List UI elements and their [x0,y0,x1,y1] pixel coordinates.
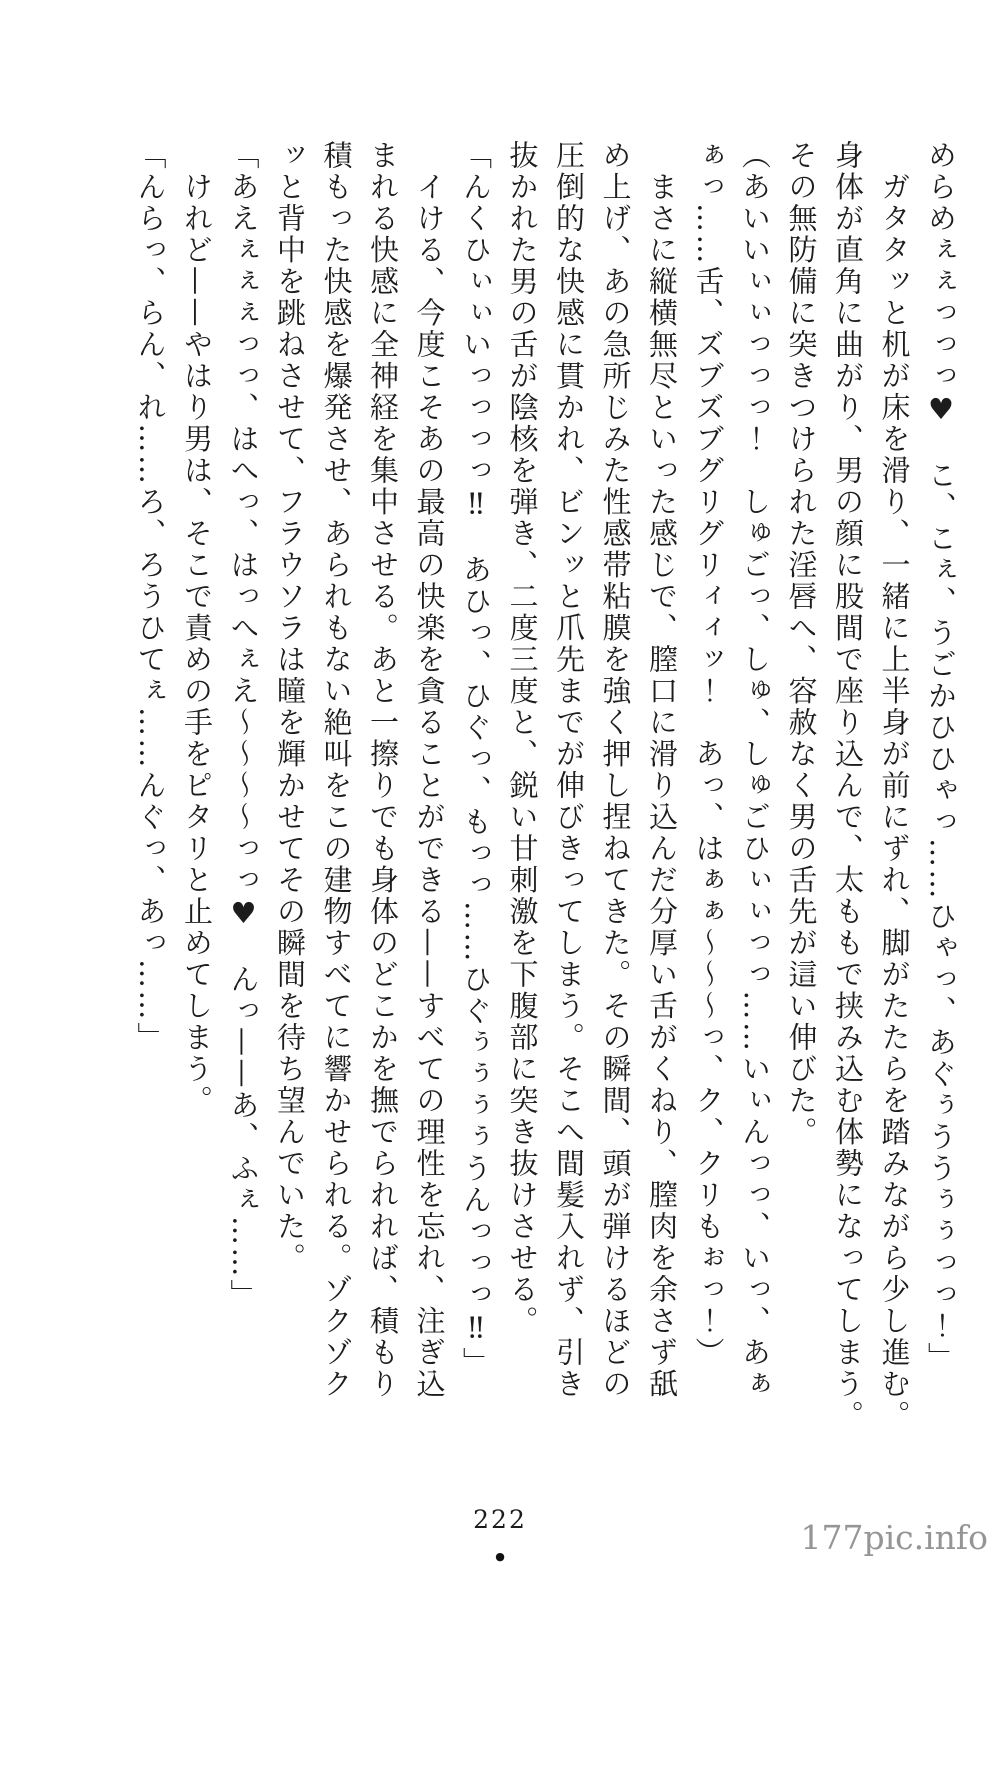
text-column: ッと背中を跳ねさせて、フラウソラは瞳を輝かせてその瞬間を待ち望んでいた。 [273,140,307,1274]
text-column: 圧倒的な快感に貫かれ、ビンッと爪先までが伸びきってしまう。そこへ間髪入れず、引き [552,140,586,1400]
text-column: まれる快感に全神経を集中させる。あと一擦りでも身体のどこかを撫でられれば、積もり [366,140,400,1400]
text-column: 「んらっ、らん、れ……ろ、ろうひてぇ……んぐっ、あっ……」 [133,140,168,1054]
text-column: 抜かれた男の舌が陰核を弾き、二度三度と、鋭い甘刺激を下腹部に突き抜けさせる。 [505,140,540,1337]
text-column: その無防備に突きつけられた淫唇へ、容赦なく男の舌先が這い伸びた。 [784,140,819,1148]
text-column: 「んくひぃぃいっっっっ‼ あひっ、ひぐっ、もっっ……ひぐぅぅぅぅうんっっっ‼」 [459,140,493,1379]
printer-ornament-icon: ● [495,1550,505,1563]
text-column: 「あえぇぇぇっっ、はへっ、はっへぇえ〜〜〜〜っっ♥ んっ——あ、ふぇ……」 [226,140,261,1311]
text-column: （あいいぃぃっっっ！ しゅごっ、しゅ、しゅごひぃぃっっ……いぃんっっ、いっ、あぁ [738,140,772,1400]
text-column: めらめぇぇっっっ♥ こ、こぇ、うごかひひゃっ……ひゃっ、あぐぅううぅぅっっ！」 [924,140,958,1374]
text-column: 身体が直角に曲がり、男の顔に股間で座り込んで、太ももで挟み込む体勢になってしまう。 [831,140,865,1432]
text-column: ガタタッと机が床を滑り、一緒に上半身が前にずれ、脚がたたらを踏みながら少し進む。 [877,140,912,1432]
text-column: 積もった快感を爆発させ、あられもない絶叫をこの建物すべてに響かせられる。ゾクゾク [319,140,354,1400]
watermark-text: 177pic.info [800,1518,988,1557]
text-column: けれど——やはり男は、そこで責めの手をピタリと止めてしまう。 [180,140,214,1117]
text-column: め上げ、あの急所じみた性感帯粘膜を強く押し捏ねてきた。その瞬間、頭が弾けるほどの [598,140,633,1400]
text-column: まさに縦横無尽といった感じで、膣口に滑り込んだ分厚い舌がくねり、膣肉を余さず舐 [645,140,679,1400]
page-number: 222 [473,1505,527,1534]
vertical-text-block [127,140,964,1456]
text-column: イける、今度こそあの最高の快楽を貪ることができる——すべての理性を忘れ、注ぎ込 [412,140,447,1400]
text-column: ぁっ……舌、ズブズブグリグリィィッ！ あっ、はぁぁ〜〜〜っ、ク、クリもぉっ！） [691,140,726,1369]
